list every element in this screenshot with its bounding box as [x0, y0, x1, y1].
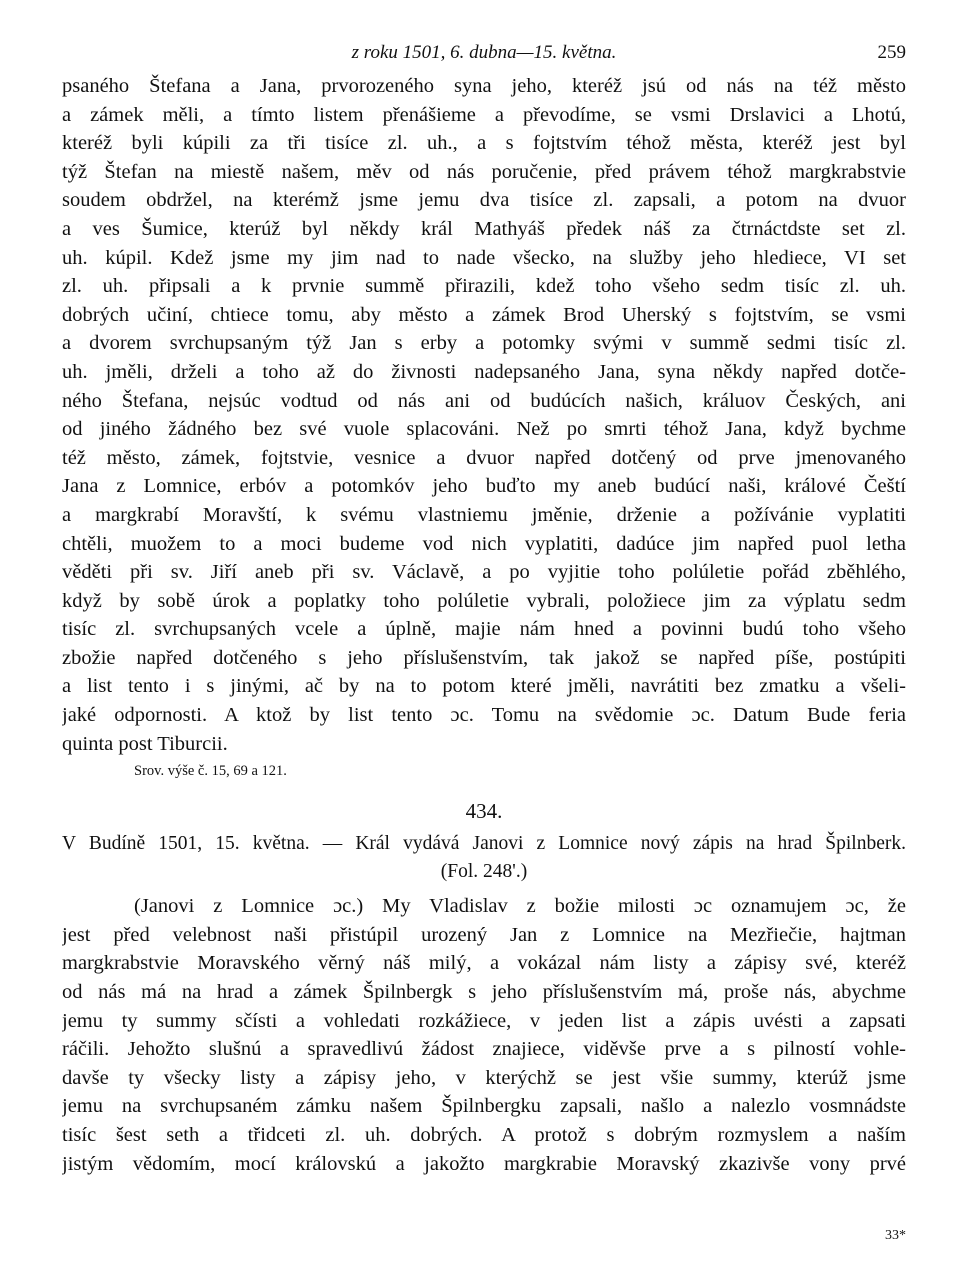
text-line: psaného Štefana a Jana, prvorozeného syna jeho, kteréž jsú od nás na též město: [62, 75, 906, 97]
text-line: jistým vědomím, mocí královskú a jakožto margkrabie Moravský zkazivše vony prvé: [62, 1152, 906, 1175]
signature-mark: 33*: [885, 1228, 906, 1243]
text-line: dobrých učiní, chtiece tomu, aby město a zámek Brod Uherský s fojtstvím, se vsmi: [62, 303, 906, 326]
text-line: jest před velebnost naši přistúpil urozený Jan z Lomnice na Mezřiečie, hajtman: [62, 923, 906, 946]
text-line: zl. uh. připsali a k prvnie summě přirazili, kdež toho všeho sedm tisíc zl. uh.: [62, 275, 906, 298]
text-line: Jana z Lomnice, erbóv a potomkóv jeho buďto my aneb budúcí naši, králové Čeští: [62, 475, 906, 498]
text-line: uh. jměli, drželi a toho až do živnosti nadepsaného Jana, syna někdy napřed dotče-: [62, 360, 906, 383]
folio-reference: (Fol. 248'.): [440, 861, 528, 883]
text-line: margkrabstvie Moravského věrný náš milý, a vokázal nám listy a zápisy své, kteréž: [62, 952, 906, 975]
text-line: ráčili. Jehožto slušnú a spravedlivú žádost znajiece, viděvše prve a s pilností vohle-: [62, 1038, 906, 1061]
running-title: z roku 1501, 6. dubna—15. května.: [351, 42, 617, 63]
text-line: ného Štefana, nejsúc vodtud od nás ani od budúcích našich, králuov Českých, ani: [62, 389, 906, 412]
text-line: chtěli, muožem to a moci budeme vod nich vyplatiti, dadúce jim napřed puol letha: [62, 532, 906, 555]
text-line: a margkrabí Moravští, k svému vlastniemu jměnie, drženie a požívánie vyplatiti: [62, 503, 906, 526]
text-line: od nás má na hrad a zámek Špilnbergk s jeho příslušenstvím má, proše nás, abychme: [62, 981, 906, 1004]
running-head: [62, 38, 906, 72]
text-line: tisíc zl. svrchupsaných vcele a úplně, majie nám hned a povinni budú toho všeho: [62, 618, 906, 641]
text-line: kteréž byli kúpili za tři tisíce zl. uh., a s fojtstvím téhož města, kteréž jest byl: [62, 132, 906, 155]
text-line: od jiného žádného bez své vuole splacováni. Než po smrti téhož Jana, když bychme: [62, 418, 906, 441]
page: [62, 38, 906, 1243]
text-line: (Janovi z Lomnice ɔc.) My Vladislav z božie milosti ɔc oznamujem ɔc, že: [134, 895, 906, 918]
cross-reference-note: Srov. výše č. 15, 69 a 121.: [134, 763, 287, 780]
text-line: a ves Šumice, kterúž byl někdy král Mathyáš předek náš za čtrnáctdste set zl.: [62, 217, 906, 240]
document-heading: V Budíně 1501, 15. května. — Král vydává Janovi z Lomnice nový zápis na hrad Špilnberk.: [62, 833, 906, 855]
text-line: a list tento i s jinými, ač by na to potom které jměli, navrátiti bez zmatku a všeli-: [62, 675, 906, 698]
text-line: jemu ty summy sčísti a vohledati rozkážiece, v jeden list a zápis uvésti a zapsati: [62, 1009, 906, 1032]
text-line: soudem obdržel, na kterémž jsme jemu dva tisíce zl. zapsali, a potom na dvuor: [62, 189, 906, 212]
text-line: uh. kúpil. Kdež jsme my jim nad to nade všecko, na služby jeho hlediece, VI set: [62, 246, 906, 269]
document-434-body: [62, 892, 906, 1178]
text-line: zbožie napřed dotčeného s jeho příslušenstvím, tak jakož se napřed píše, postúpiti: [62, 646, 906, 669]
text-line: davše ty všecky listy a zápisy jeho, v kterýchž se jest všie summy, kterúž jsme: [62, 1066, 906, 1089]
document-433-continuation: [62, 72, 906, 758]
text-line: quinta post Tiburcii.: [62, 732, 228, 755]
text-line: věděti při sv. Jiří aneb při sv. Václavě, a po vyjitie toho polúletie pořád zběhlého,: [62, 561, 906, 584]
document-number: 434.: [465, 799, 503, 824]
text-line: též město, zámek, fojtstvie, vesnice a dvuor napřed dotčený od prve jmenovaného: [62, 446, 906, 469]
text-line: když by sobě úrok a poplatky toho polúletie vybrali, položiece jim za výplatu sedm: [62, 589, 906, 612]
text-line: a zámek měli, a tímto listem přenášieme a převodíme, se vsmi Drslavici a Lhotú,: [62, 103, 906, 126]
text-line: jemu na svrchupsaném zámku našem Špilnbergku zapsali, našlo a nalezlo vosmnádste: [62, 1095, 906, 1118]
text-line: tisíc šest seth a třidceti zl. uh. dobrých. A protož s dobrým rozmyslem a naším: [62, 1124, 906, 1146]
text-line: týž Štefan na miestě našem, měv od nás poručenie, před právem téhož margkrabstvie: [62, 160, 906, 183]
text-line: jaké odpornosti. A ktož by list tento ɔc. Tomu na svědomie ɔc. Datum Bude feria: [62, 704, 906, 727]
page-number: 259: [877, 42, 906, 63]
text-line: a dvorem svrchupsaným týž Jan s erby a potomky svými v summě sedmi tisíc zl.: [62, 332, 906, 355]
